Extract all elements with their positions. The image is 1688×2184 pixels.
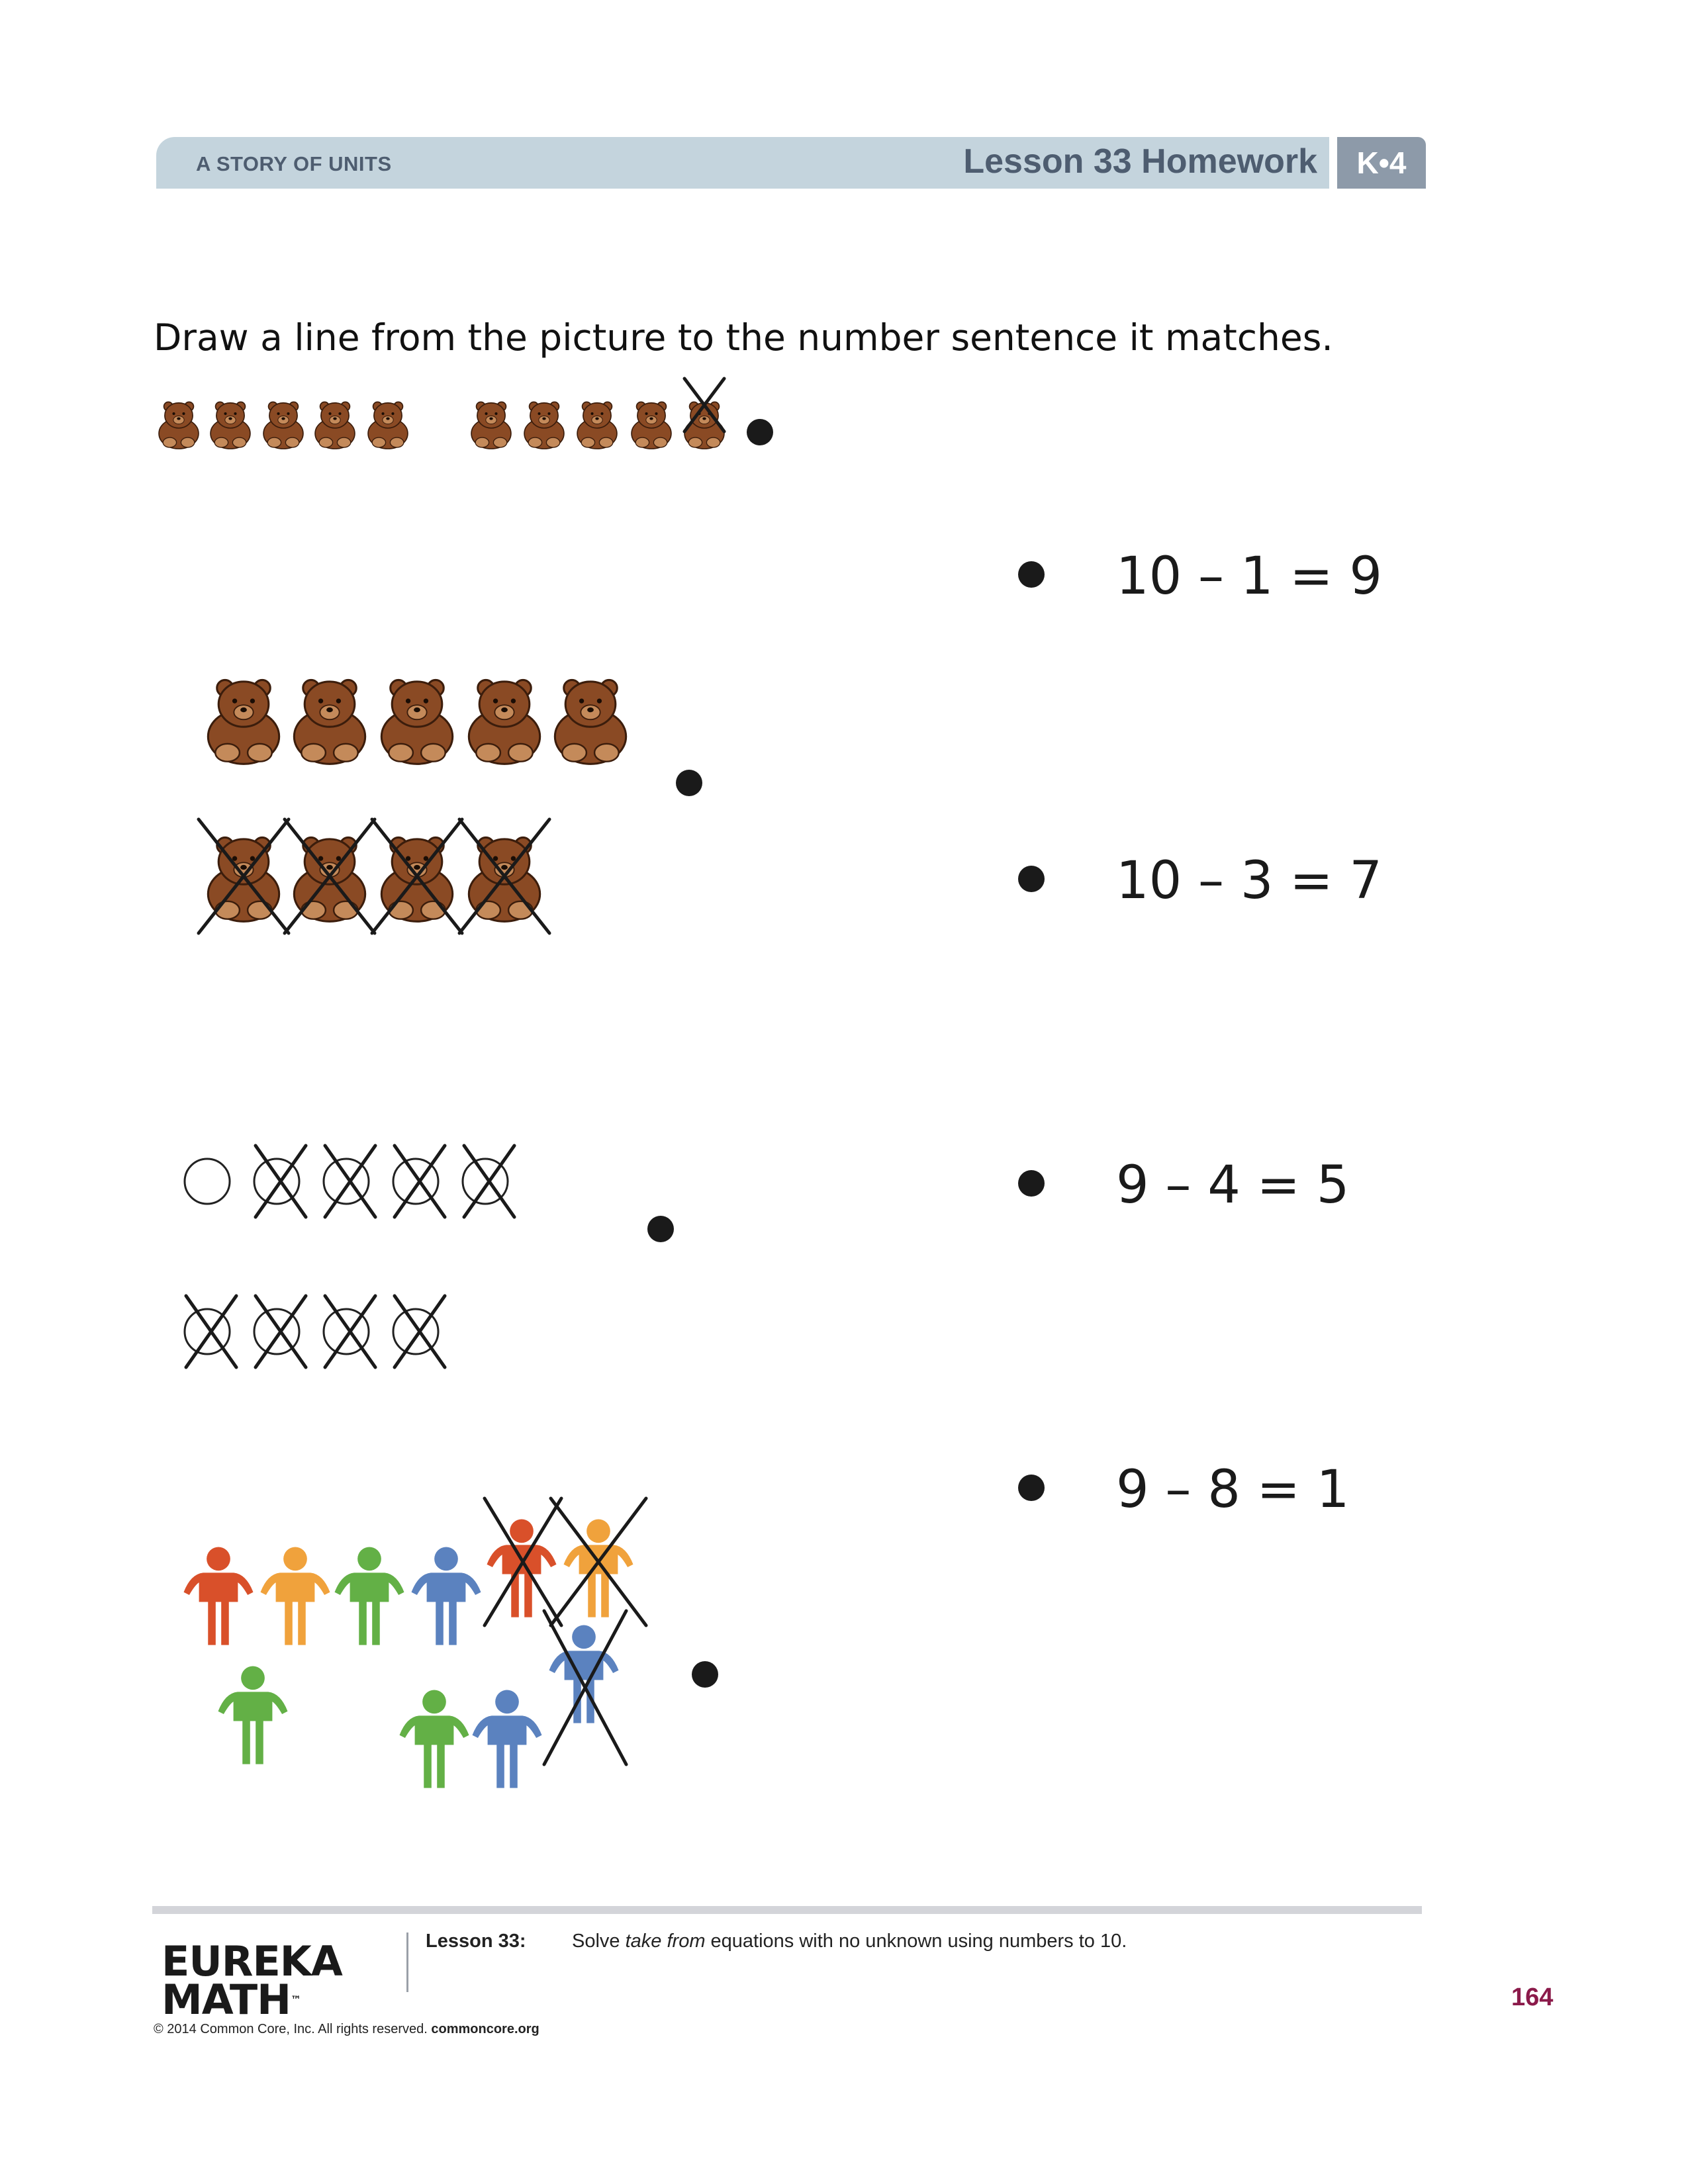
equation-2-connector-dot[interactable] <box>1018 866 1045 892</box>
equation-2: 10 – 3 = 7 <box>1116 851 1383 911</box>
picture-1-connector-dot[interactable] <box>747 419 773 445</box>
picture-2-connector-dot[interactable] <box>676 770 702 796</box>
equation-4: 9 – 8 = 1 <box>1116 1460 1350 1520</box>
instruction: Draw a line from the picture to the number sentence it matches. <box>154 316 1333 359</box>
footer-lesson-label: Lesson 33: <box>426 1931 526 1952</box>
footer-copyright: © 2014 Common Core, Inc. All rights reserved. commoncore.org <box>154 2022 539 2036</box>
equation-3: 9 – 4 = 5 <box>1116 1156 1350 1215</box>
bear-large-5 <box>555 680 626 764</box>
bear-small-7 <box>524 402 564 449</box>
picture-4-connector-dot[interactable] <box>692 1661 718 1688</box>
bear-small-1 <box>159 402 199 449</box>
bear-small-5 <box>368 402 408 449</box>
lesson-title: Lesson 33 Homework <box>963 142 1317 181</box>
footer-divider <box>406 1933 408 1992</box>
person-1 <box>184 1547 254 1645</box>
equation-1-connector-dot[interactable] <box>1018 561 1045 588</box>
equation-4-connector-dot[interactable] <box>1018 1475 1045 1501</box>
counter-circle-1 <box>185 1159 230 1204</box>
bear-small-8 <box>577 402 617 449</box>
page-number: 164 <box>1511 1983 1554 2011</box>
bear-small-3 <box>263 402 303 449</box>
picture-3-connector-dot[interactable] <box>647 1216 674 1242</box>
person-2 <box>261 1547 330 1645</box>
person-3 <box>335 1547 404 1645</box>
bear-small-4 <box>315 402 355 449</box>
logo-line-2: MATH™ <box>162 1976 301 2024</box>
footer-objective: Solve take from equations with no unknown using numbers to 10. <box>572 1931 1127 1952</box>
person-6 <box>564 1520 633 1617</box>
bear-large-3 <box>381 680 452 764</box>
person-9 <box>473 1690 542 1788</box>
equation-3-connector-dot[interactable] <box>1018 1170 1045 1197</box>
bear-small-6 <box>471 402 511 449</box>
bear-large-4 <box>469 680 539 764</box>
bear-large-2 <box>294 680 365 764</box>
person-7 <box>218 1666 288 1764</box>
person-8 <box>400 1690 469 1788</box>
bear-small-9 <box>632 402 671 449</box>
equation-1: 10 – 1 = 9 <box>1116 547 1383 606</box>
series-label: A STORY OF UNITS <box>196 152 392 175</box>
bear-large-1 <box>208 680 279 764</box>
person-4 <box>412 1547 481 1645</box>
grade-module-tag: K•4 <box>1337 137 1426 189</box>
bear-small-2 <box>211 402 250 449</box>
logo-line-1: EUREKA <box>162 1937 342 1985</box>
footer-rule <box>152 1906 1422 1914</box>
eureka-math-logo <box>162 1937 342 2024</box>
